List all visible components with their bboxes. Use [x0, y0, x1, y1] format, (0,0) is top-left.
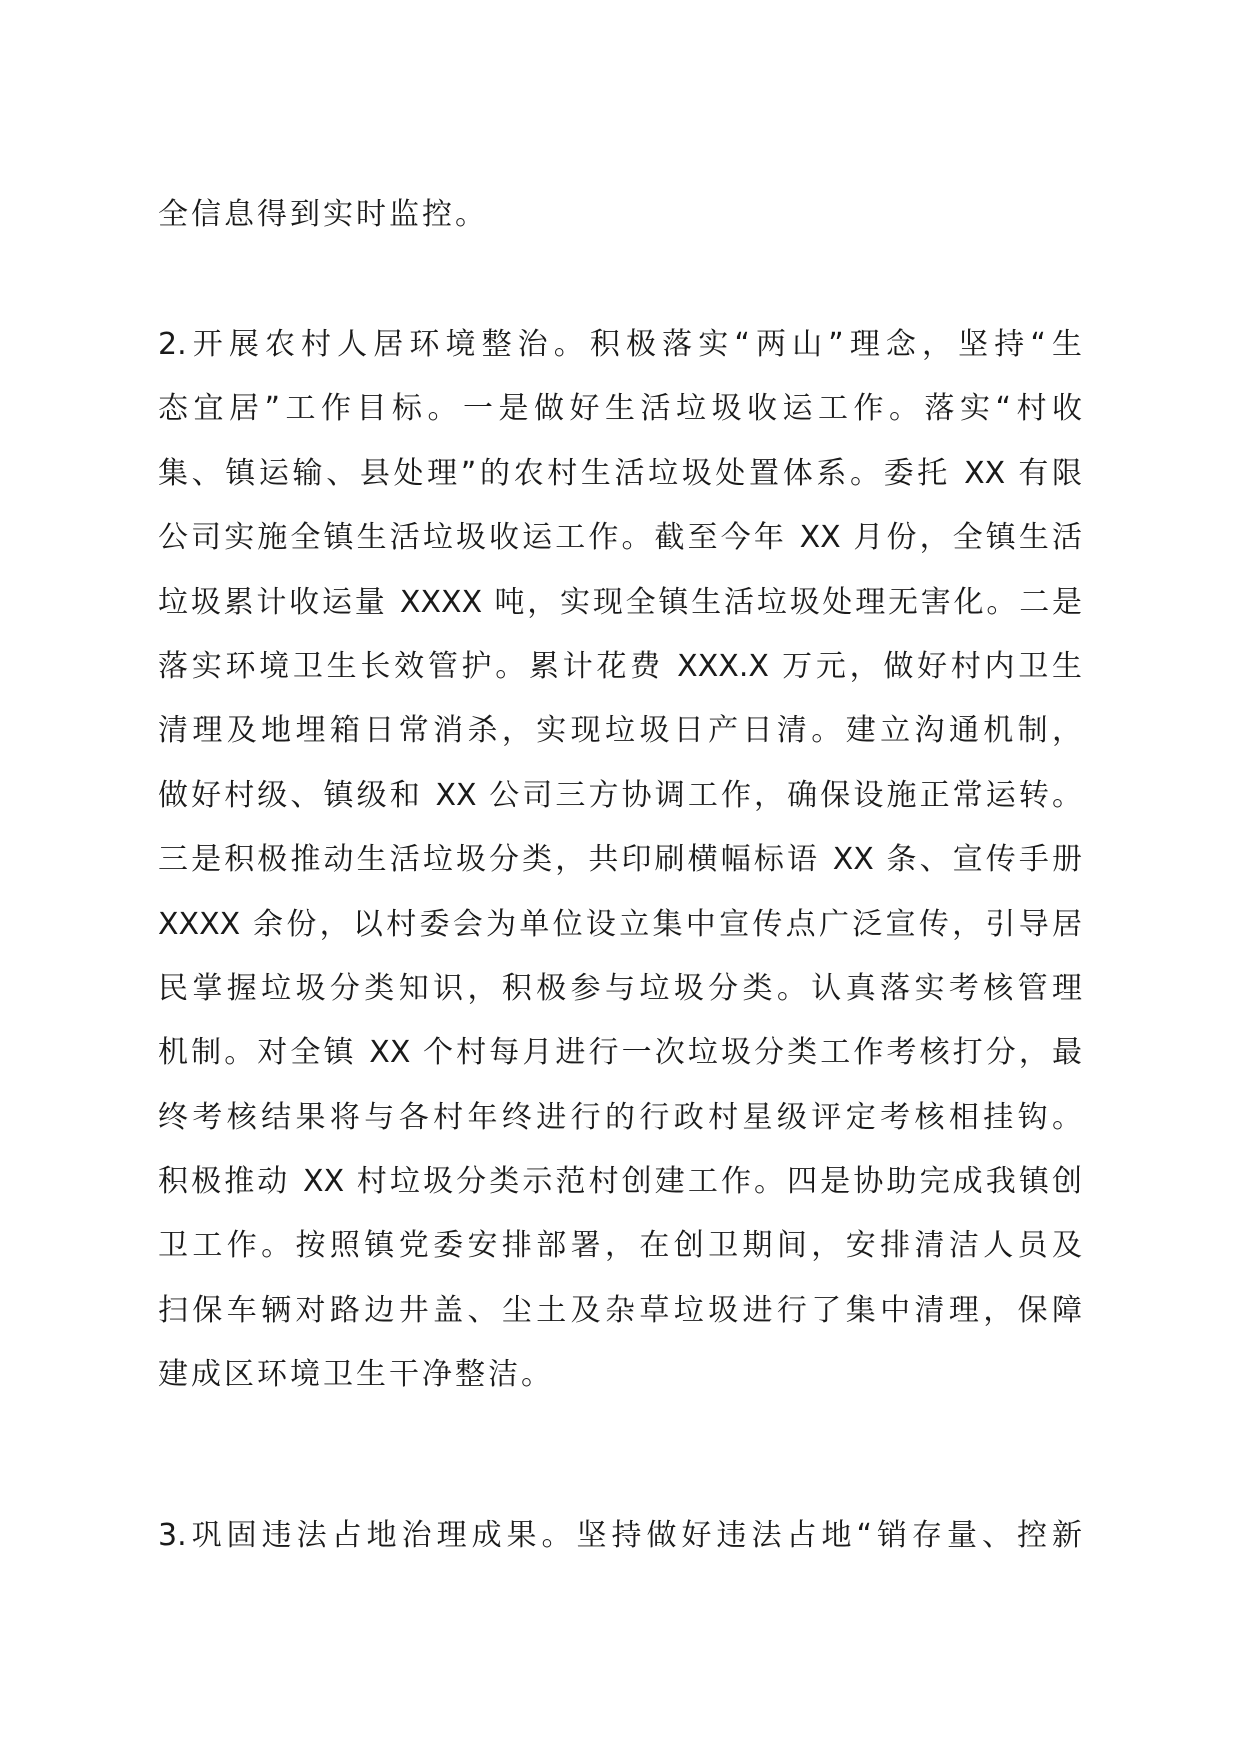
text-line: XXXX 余份，以村委会为单位设立集中宣传点广泛宣传，引导居: [158, 906, 1082, 942]
paragraph-tail: [158, 183, 1082, 247]
text-line: 3.巩固违法占地治理成果。坚持做好违法占地“销存量、控新: [158, 1518, 1082, 1553]
text-line: 卫工作。按照镇党委安排部署，在创卫期间，安排清洁人员及: [158, 1228, 1082, 1264]
text-line: 全信息得到实时监控。: [158, 197, 488, 232]
text-line: 三是积极推动生活垃圾分类，共印刷横幅标语 XX 条、宣传手册: [158, 842, 1082, 878]
text-line: 做好村级、镇级和 XX 公司三方协调工作，确保设施正常运转。: [158, 777, 1082, 813]
paragraph-2-environment: [158, 313, 1082, 1408]
text-line: 建成区环境卫生干净整洁。: [158, 1357, 554, 1393]
text-line: 集、镇运输、县处理”的农村生活垃圾处置体系。委托 XX 有限: [158, 455, 1082, 491]
text-line: 态宜居”工作目标。一是做好生活垃圾收运工作。落实“村收: [158, 391, 1082, 427]
text-line: 积极推动 XX 村垃圾分类示范村创建工作。四是协助完成我镇创: [158, 1164, 1082, 1200]
text-line: 清理及地埋箱日常消杀，实现垃圾日产日清。建立沟通机制，: [158, 713, 1082, 749]
text-line: 机制。对全镇 XX 个村每月进行一次垃圾分类工作考核打分，最: [158, 1035, 1082, 1071]
paragraph-3-illegal-land: [158, 1504, 1082, 1568]
text-line: 2.开展农村人居环境整治。积极落实“两山”理念，坚持“生: [158, 327, 1082, 362]
text-line: 落实环境卫生长效管护。累计花费 XXX.X 万元，做好村内卫生: [158, 648, 1082, 684]
text-line: 公司实施全镇生活垃圾收运工作。截至今年 XX 月份，全镇生活: [158, 520, 1082, 556]
text-line: 终考核结果将与各村年终进行的行政村星级评定考核相挂钩。: [158, 1099, 1082, 1135]
text-line: 民掌握垃圾分类知识，积极参与垃圾分类。认真落实考核管理: [158, 970, 1082, 1006]
text-line: 垃圾累计收运量 XXXX 吨，实现全镇生活垃圾处理无害化。二是: [158, 584, 1082, 620]
text-line: 扫保车辆对路边井盖、尘土及杂草垃圾进行了集中清理，保障: [158, 1292, 1082, 1328]
